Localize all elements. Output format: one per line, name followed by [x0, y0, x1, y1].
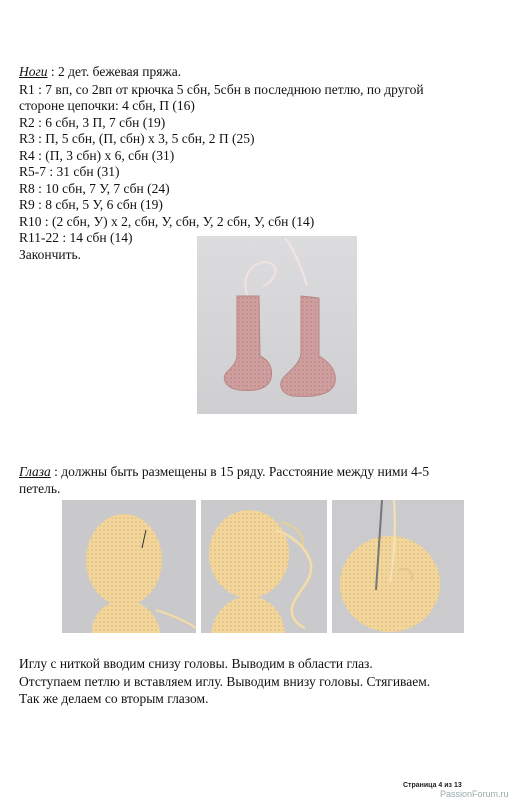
legs-row: R3 : П, 5 сбн, (П, сбн) x 3, 5 сбн, 2 П (25) — [19, 131, 255, 146]
eyes-line1: : должны быть размещены в 15 ряду. Расстояние между ними 4-5 — [50, 464, 430, 479]
eyes-photo-3 — [332, 500, 464, 633]
eyes-photo-1 — [62, 500, 196, 633]
legs-title: Ноги — [19, 64, 48, 79]
eyes-line2: петель. — [19, 481, 61, 496]
eyes-title: Глаза — [19, 464, 51, 479]
eyes-instruction: Отступаем петлю и вставляем иглу. Выводим внизу головы. Стягиваем. — [19, 674, 431, 689]
legs-row: R5-7 : 31 сбн (31) — [19, 164, 120, 179]
legs-intro: : 2 дет. бежевая пряжа. — [47, 64, 182, 79]
legs-row: R11-22 : 14 сбн (14) — [19, 230, 133, 245]
legs-heading — [19, 64, 181, 80]
eyes-instruction: Иглу с ниткой вводим снизу головы. Выводим в области глаз. — [19, 656, 373, 671]
legs-row: стороне цепочки: 4 сбн, П (16) — [19, 98, 195, 113]
legs-row: R1 : 7 вп, со 2вп от крючка 5 сбн, 5сбн в последнюю петлю, по другой — [19, 82, 424, 97]
legs-row: R9 : 8 сбн, 5 У, 6 сбн (19) — [19, 197, 163, 212]
watermark: PassionForum.ru — [440, 789, 509, 799]
legs-row: R2 : 6 сбн, 3 П, 7 сбн (19) — [19, 115, 166, 130]
legs-photo — [197, 236, 357, 414]
legs-row: R4 : (П, 3 сбн) x 6, сбн (31) — [19, 148, 175, 163]
page-number: Страница 4 из 13 — [403, 782, 462, 789]
eyes-heading — [19, 464, 429, 480]
legs-row: R8 : 10 сбн, 7 У, 7 сбн (24) — [19, 181, 170, 196]
legs-finish: Закончить. — [19, 247, 82, 262]
eyes-photo-2 — [201, 500, 327, 633]
legs-row: R10 : (2 сбн, У) x 2, сбн, У, сбн, У, 2 сбн, У, сбн (14) — [19, 214, 315, 229]
eyes-instruction: Так же делаем со вторым глазом. — [19, 691, 209, 706]
